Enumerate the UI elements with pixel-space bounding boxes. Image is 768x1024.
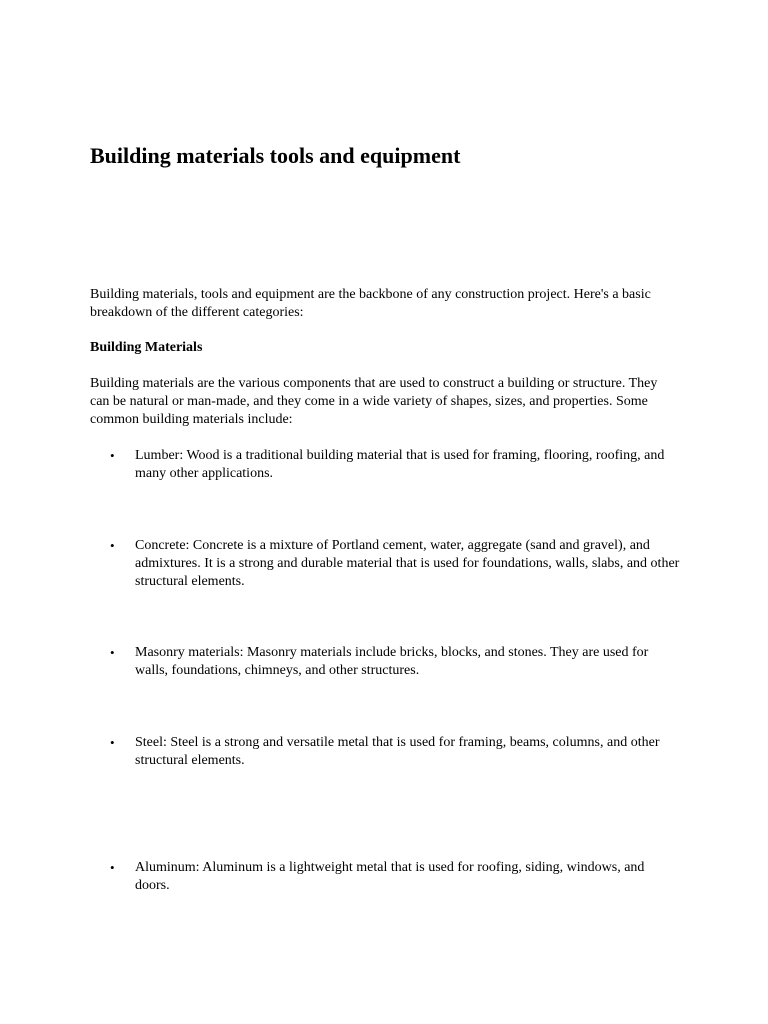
section-body-paragraph: Building materials are the various components that are used to construct a building or structure. They can be natural or man-made, and they come in a wide variety of shapes, sizes, and properties. Some common building materials include: <box>90 376 658 427</box>
intro-paragraph: Building materials, tools and equipment are the backbone of any construction project. Here's a basic breakdown of the different categories: <box>90 287 651 320</box>
list-item-text: Concrete: Concrete is a mixture of Portland cement, water, aggregate (sand and gravel), and admixtures. It is a strong and durable material that is used for foundations, walls, slabs, and other structural elements. <box>135 538 680 589</box>
bullet-icon: • <box>110 860 115 875</box>
list-item-text: Steel: Steel is a strong and versatile metal that is used for framing, beams, columns, and other structural elements. <box>135 735 660 768</box>
list-item-text: Masonry materials: Masonry materials include bricks, blocks, and stones. They are used for walls, foundations, chimneys, and other structures. <box>135 645 649 678</box>
bullet-icon: • <box>110 735 115 750</box>
section-heading: Building Materials <box>90 340 203 355</box>
bullet-icon: • <box>110 538 115 553</box>
bullet-icon: • <box>110 645 115 660</box>
list-item-text: Lumber: Wood is a traditional building material that is used for framing, flooring, roofing, and many other applications. <box>135 448 665 481</box>
document-title: Building materials tools and equipment <box>90 143 461 168</box>
bullet-icon: • <box>110 448 115 463</box>
list-item-text: Aluminum: Aluminum is a lightweight metal that is used for roofing, siding, windows, and doors. <box>135 860 645 893</box>
